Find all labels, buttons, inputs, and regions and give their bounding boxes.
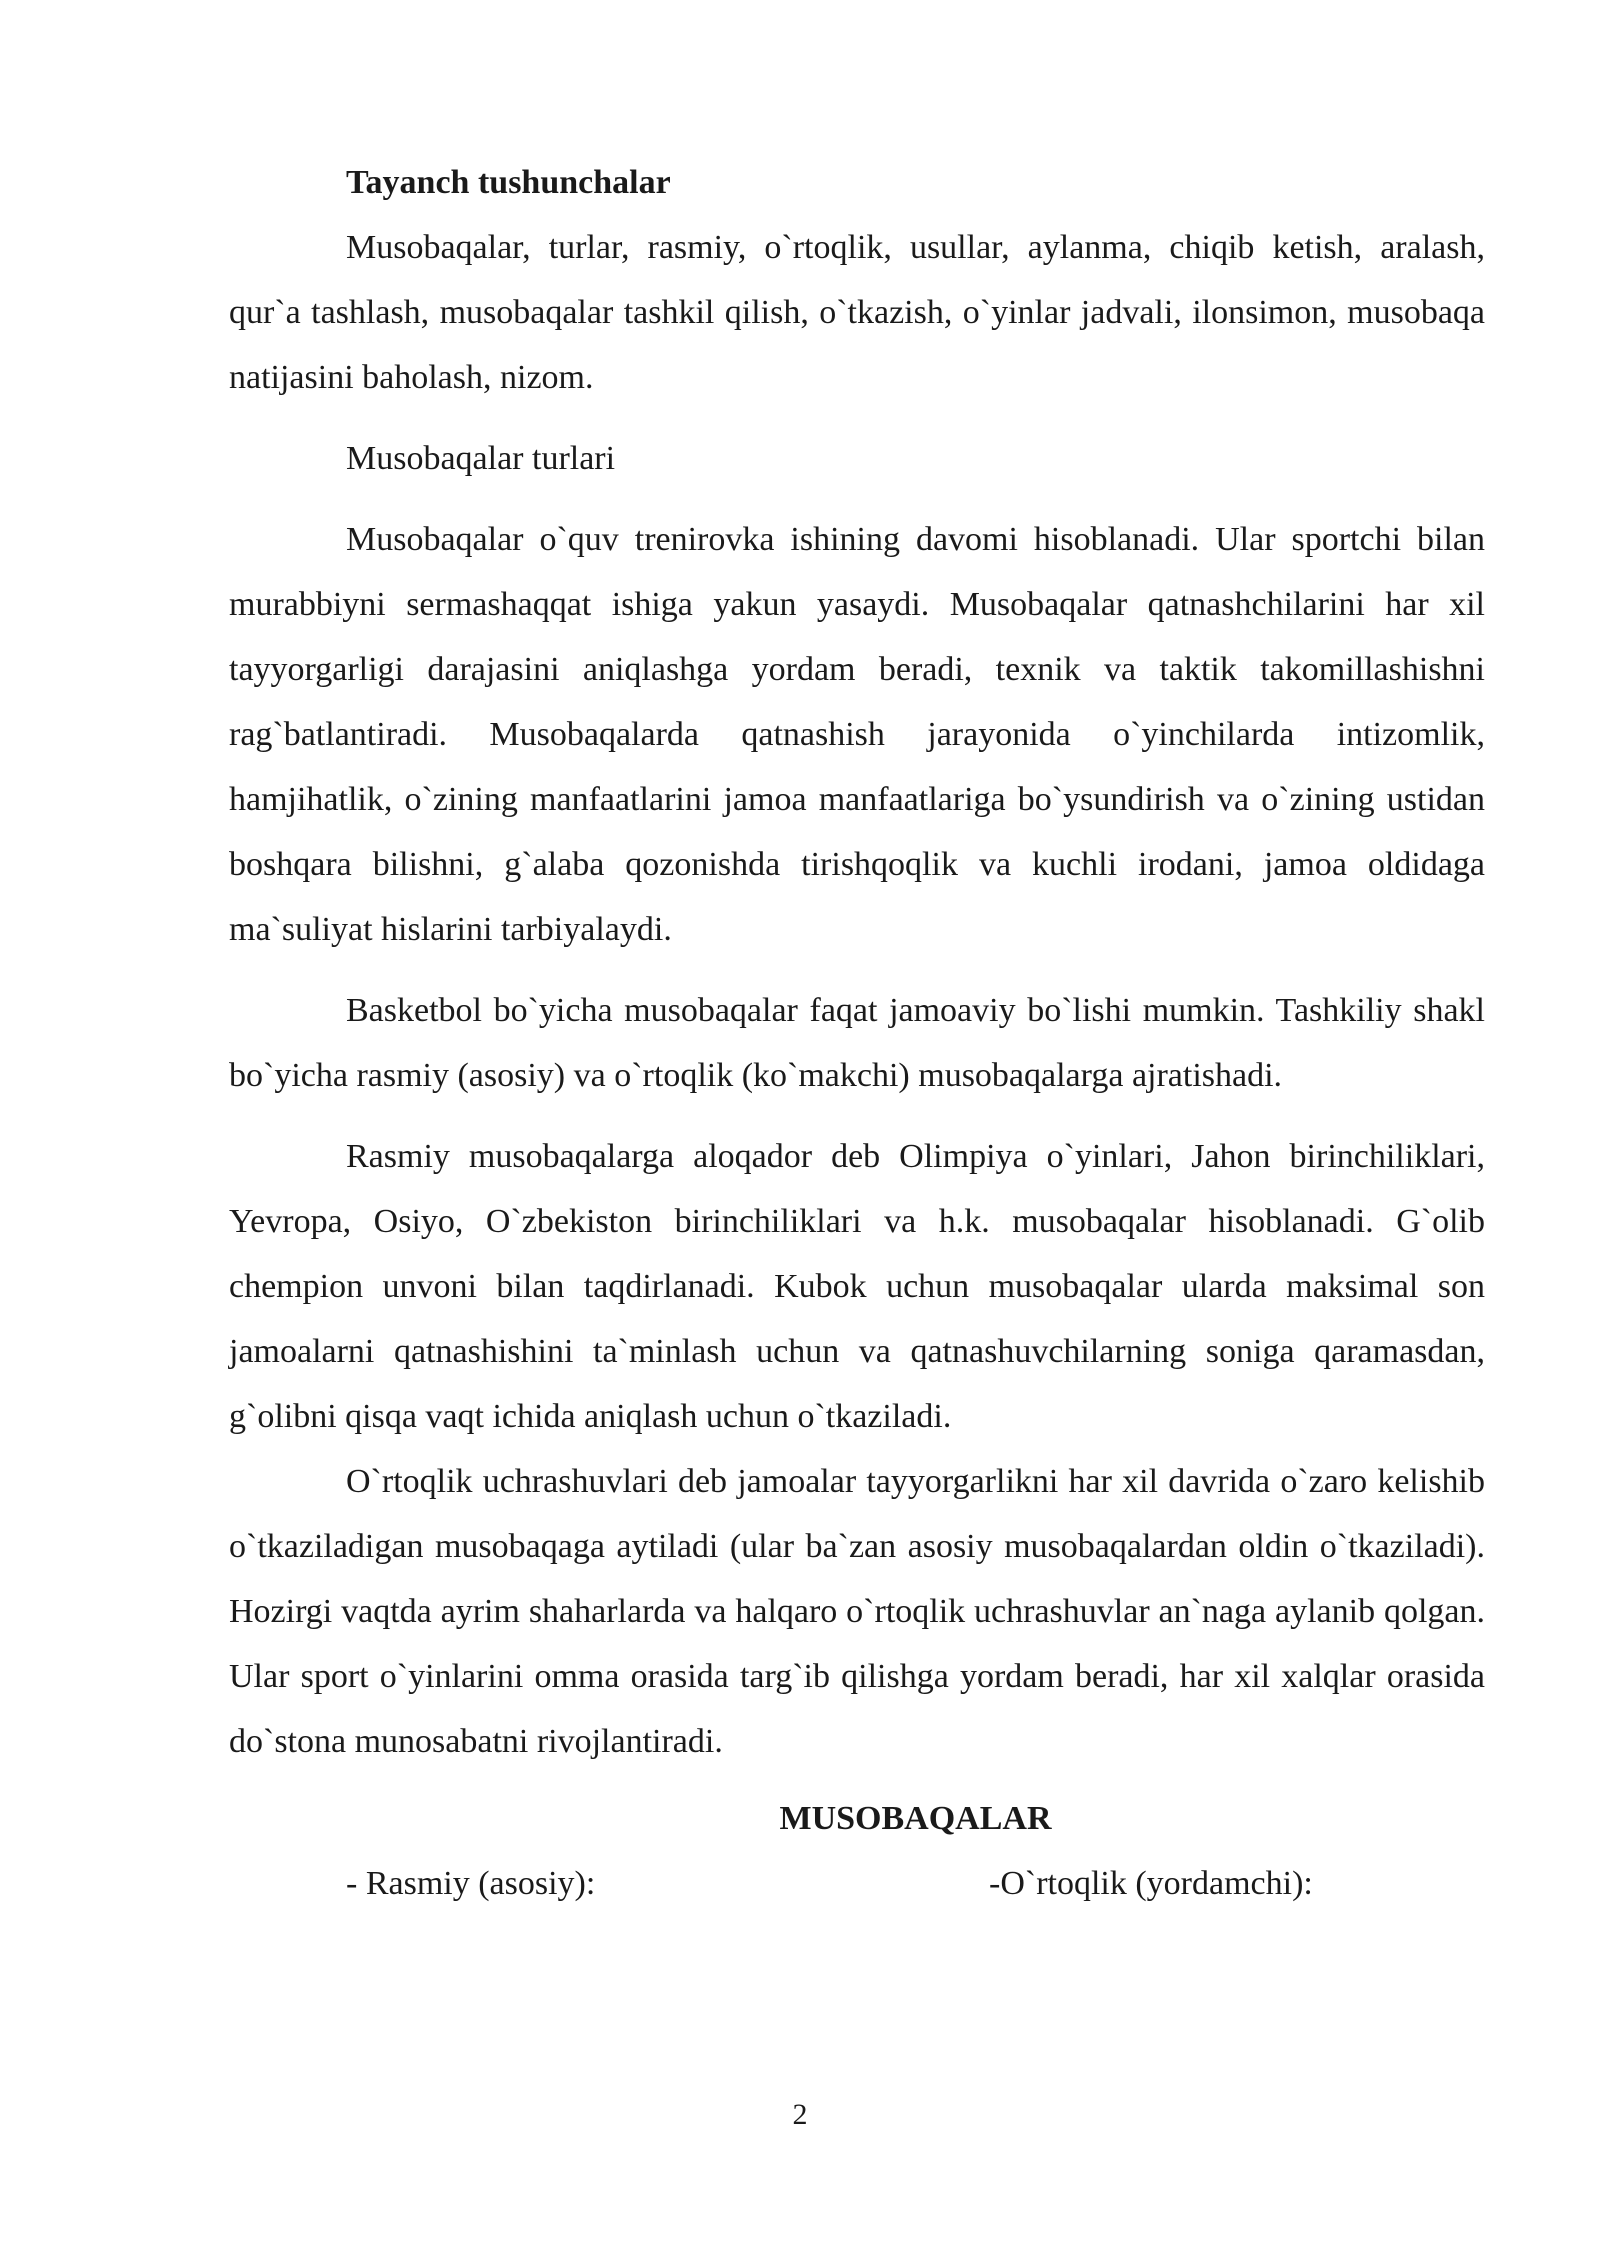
body-paragraph-2: Basketbol bo`yicha musobaqalar faqat jamoaviy bo`lishi mumkin. Tashkiliy shakl bo`yicha rasmiy (asosiy) va o`rtoqlik (ko`makchi) musobaqalarga ajratishadi. — [229, 992, 1485, 1094]
heading: Tayanch tushunchalar — [346, 164, 671, 201]
subheading: Musobaqalar turlari — [346, 440, 616, 477]
page-number: 2 — [792, 2098, 808, 2131]
keywords-paragraph: Musobaqalar, turlar, rasmiy, o`rtoqlik, usullar, aylanma, chiqib ketish, aralash, qur`a tashlash, musobaqalar tashkil qilish, o`tkazish, o`yinlar jadvali, ilonsimon, musobaqa natijasini baholash, nizom. — [229, 229, 1485, 396]
document-page — [229, 150, 1485, 1916]
body-paragraph-3: Rasmiy musobaqalarga aloqador deb Olimpiya o`yinlari, Jahon birinchiliklari, Yevropa, Osiyo, O`zbekiston birinchiliklari va h.k. musobaqalar hisoblanadi. G`olib chempion unvoni bilan taqdirlanadi. Kubok uchun musobaqalar ularda maksimal son jamoalarni qatnashishini ta`minlash uchun va qatnashuvchilarning soniga qaramasdan, g`olibni qisqa vaqt ichida aniqlash uchun o`tkaziladi. — [229, 1138, 1485, 1435]
competition-types-row — [229, 1851, 1485, 1916]
friendly-competitions-label: -O`rtoqlik (yordamchi): — [989, 1865, 1313, 1902]
section-title: MUSOBAQALAR — [779, 1800, 1052, 1837]
official-competitions-label: - Rasmiy (asosiy): — [346, 1865, 596, 1902]
body-paragraph-1: Musobaqalar o`quv trenirovka ishining davomi hisoblanadi. Ular sportchi bilan murabbiyni sermashaqqat ishiga yakun yasaydi. Musobaqalar qatnashchilarini har xil tayyorgarligi darajasini aniqlashga yordam beradi, texnik va taktik takomillashishni rag`batlantiradi. Musobaqalarda qatnashish jarayonida o`yinchilarda intizomlik, hamjihatlik, o`zining manfaatlarini jamoa manfaatlariga bo`ysundirish va o`zining ustidan boshqara bilishni, g`alaba qozonishda tirishqoqlik va kuchli irodani, jamoa oldidaga ma`suliyat hislarini tarbiyalaydi. — [229, 521, 1485, 948]
body-paragraph-4: O`rtoqlik uchrashuvlari deb jamoalar tayyorgarlikni har xil davrida o`zaro kelishib o`tkaziladigan musobaqaga aytiladi (ular ba`zan asosiy musobaqalardan oldin o`tkaziladi). Hozirgi vaqtda ayrim shaharlarda va halqaro o`rtoqlik uchrashuvlar an`naga aylanib qolgan. Ular sport o`yinlarini omma orasida targ`ib qilishga yordam beradi, har xil xalqlar orasida do`stona munosabatni rivojlantiradi. — [229, 1463, 1485, 1760]
